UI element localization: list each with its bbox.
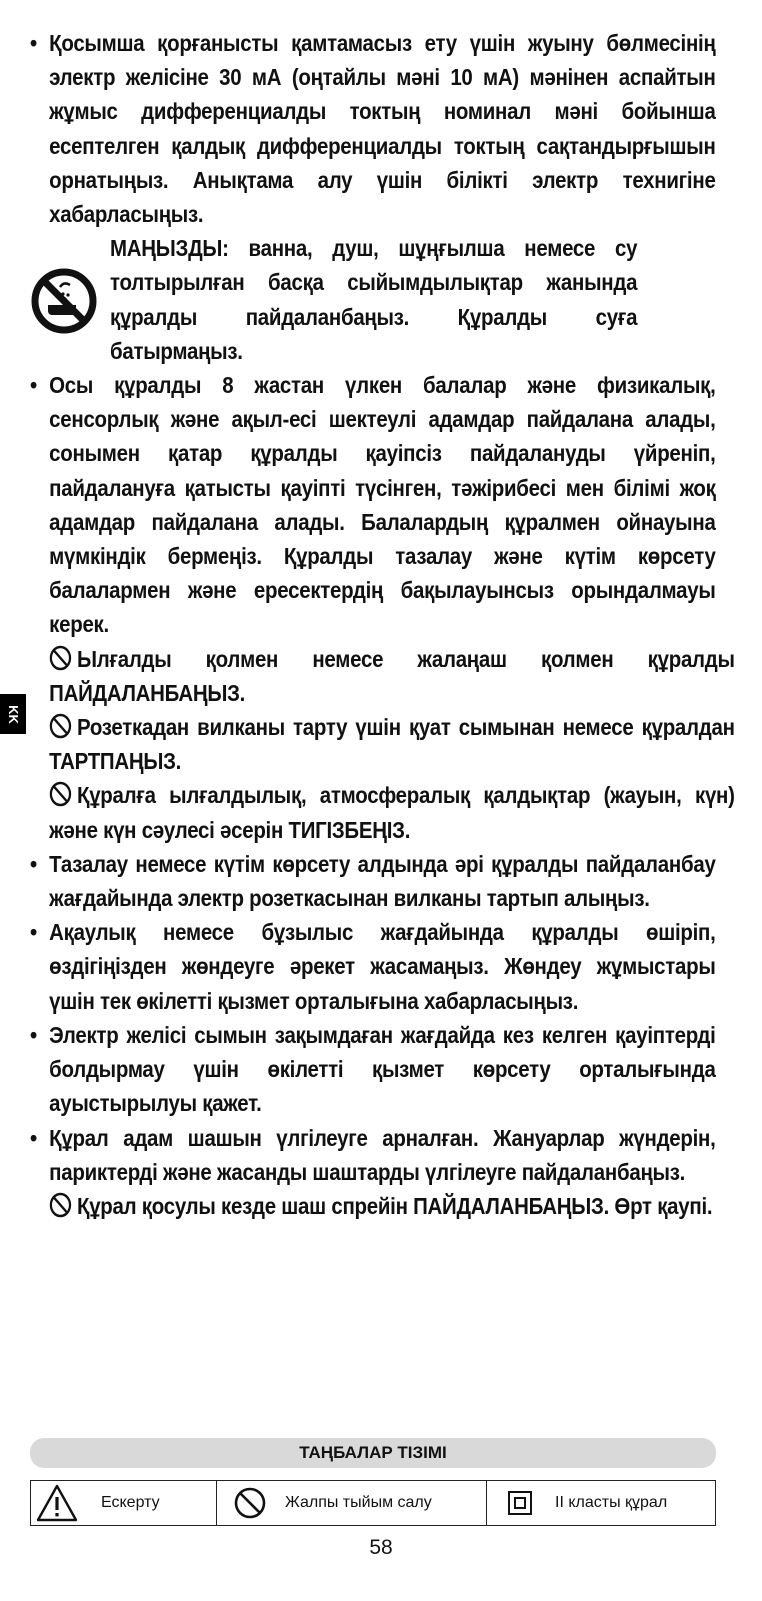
prohibition-icon [49, 645, 72, 671]
no-bath-water-icon [30, 267, 98, 335]
language-tab-label: KK [5, 704, 21, 724]
bullet-dot: • [30, 850, 37, 877]
class-ii-icon [507, 1490, 533, 1516]
prohibition-item [30, 1189, 735, 1223]
children-usage-instruction: Осы құралды 8 жастан үлкен балалар және физикалық, сенсорлық және ақыл-есі шектеулі адамдар пайдалана алады, сонымен қатар құралды қауіпсіз пайдалануды үйреніп, пайдалануға қатысты қауіпті түсінген, тәжірибесі мен білімі жоқ адамдар пайдалана алады. Балалардың құралмен ойнауына мүмкіндік бермеңіз. Құралды тазалау және күтім көрсету балалармен және ересектердің бақылауынсыз орындалмауы керек. [49, 372, 716, 638]
language-tab [0, 694, 26, 734]
legend-label: Ескерту [101, 1494, 160, 1511]
list-item [30, 847, 716, 915]
prohibition-icon [49, 713, 72, 739]
bullet-dot: • [30, 372, 37, 399]
list-item [30, 26, 716, 231]
prohibition-item [30, 642, 735, 710]
important-warning [30, 231, 716, 368]
prohibition-text: Құрал қосулы кезде шаш спрейін ПАЙДАЛАНБАҢЫЗ. Өрт қаупі. [76, 1192, 713, 1219]
human-hair-instruction: Құрал адам шашын үлгілеуге арналған. Жануарлар жүндерін, париктерді және жасанды шаштарды үлгілеуге пайдаланбаңыз. [49, 1124, 716, 1185]
list-item [30, 915, 716, 1018]
symbols-legend-title: ТАҢБАЛАР ТІЗІМІ [30, 1438, 716, 1468]
prohibition-icon [233, 1486, 267, 1520]
prohibition-item [30, 710, 735, 778]
symbols-legend-table [30, 1480, 716, 1526]
warning-triangle-icon [35, 1483, 79, 1523]
prohibition-text: Ылғалды қолмен немесе жалаңаш қолмен құралды ПАЙДАЛАНБАҢЫЗ. [49, 645, 735, 706]
legend-label: II класты құрал [555, 1494, 668, 1511]
list-item [30, 1121, 716, 1189]
page-number: 58 [369, 1536, 393, 1559]
bullet-dot: • [30, 30, 37, 56]
bullet-dot: • [30, 1021, 37, 1048]
important-text: МАҢЫЗДЫ: ванна, душ, шұңғылша немесе су толтырылған басқа сыйымдылықтар жанында құралды пайдаланбаңыз. Құралды суға батырмаңыз. [110, 235, 638, 364]
prohibition-icon [49, 1192, 72, 1218]
list-item [30, 1018, 716, 1121]
legend-cell-warning [31, 1481, 217, 1525]
prohibition-text: Розеткадан вилканы тарту үшін қуат сымынан немесе құралдан ТАРТПАҢЫЗ. [49, 714, 735, 775]
cord-replacement-instruction: Электр желісі сымын зақымдаған жағдайда кез келген қауіптерді болдырмау үшін өкілетті қызмет көрсету орталығында ауыстырылуы қажет. [49, 1021, 716, 1117]
bullet-dot: • [30, 919, 37, 946]
legend-cell-class-ii [487, 1481, 715, 1525]
bullet-dot: • [30, 1124, 37, 1151]
prohibition-icon [49, 781, 72, 807]
safety-instructions [30, 26, 735, 1223]
prohibition-item [30, 778, 735, 846]
rcd-instruction: Қосымша қорғанысты қамтамасыз ету үшін жуыну бөлмесінің электр желісіне 30 мА (оңтайлы мәні 10 мА) мәнінен аспайтын жұмыс дифференциалды токтың номинал мәні бойынша есептелген қалдық дифференциалды токтың сақтандырғышын орнатыңыз. Анықтама алу үшін білікті электр технигіне хабарласыңыз. [49, 30, 716, 228]
prohibition-text: Құралға ылғалдылық, атмосфералық қалдықтар (жауын, күн) және күн сәулесі әсерін ТИГІЗБЕҢІЗ. [49, 782, 735, 843]
legend-label: Жалпы тыйым салу [285, 1494, 432, 1511]
legend-cell-prohibition [217, 1481, 487, 1525]
repair-instruction: Ақаулық немесе бұзылыс жағдайында құралды өшіріп, өздігіңізден жөндеуге әрекет жасамаңыз. Жөндеу жұмыстары үшін тек өкілетті қызмет орталығына хабарласыңыз. [49, 919, 716, 1014]
list-item [30, 368, 716, 642]
unplug-instruction: Тазалау немесе күтім көрсету алдында әрі құралды пайдаланбау жағдайында электр розеткасынан вилканы тартып алыңыз. [49, 850, 716, 912]
